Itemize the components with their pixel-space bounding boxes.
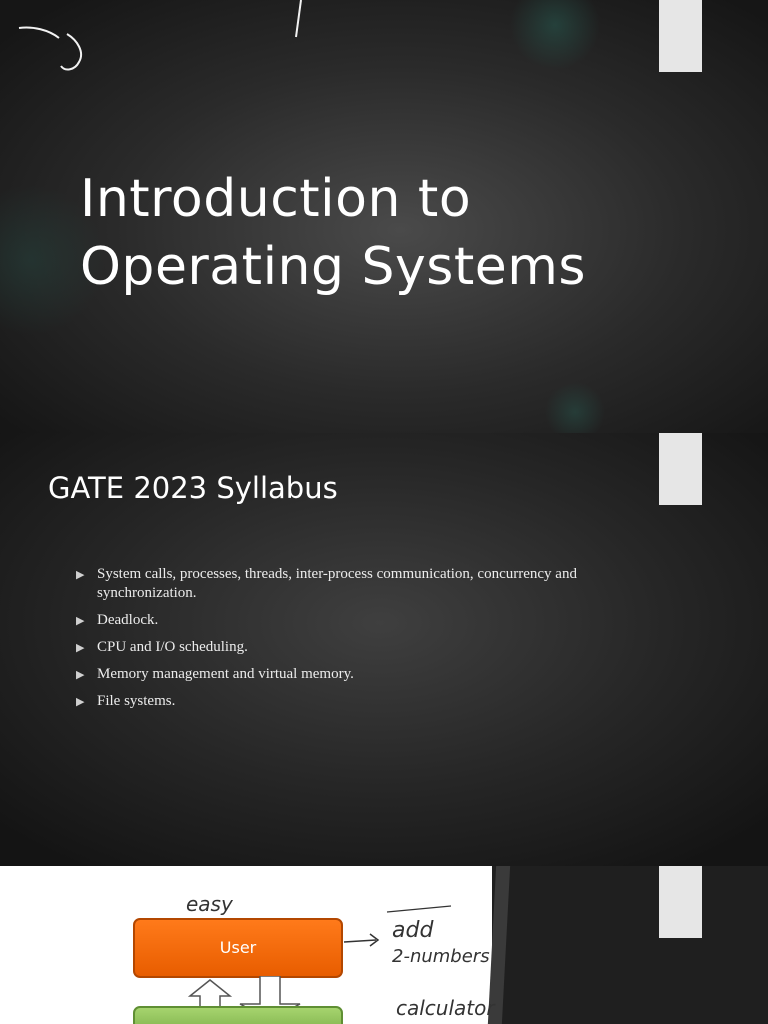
bullet-triangle-icon: ▶ [76,615,85,627]
bullet-text: Memory management and virtual memory. [97,666,354,682]
syllabus-list [76,565,636,719]
green-box [133,1006,343,1024]
user-box [133,918,343,978]
slide-diagram [0,866,768,1024]
bullet-triangle-icon: ▶ [76,669,85,681]
title-line-2: Operating Systems [80,237,587,297]
handwritten-arrow [340,926,390,956]
bullet-triangle-icon: ▶ [76,642,85,654]
slide-tab-marker [659,866,702,938]
list-item [76,611,636,630]
list-item [76,638,636,657]
slide-title [0,0,768,433]
bullet-triangle-icon: ▶ [76,696,85,708]
list-item [76,692,636,711]
title-line-1: Introduction to [80,169,472,229]
slide-tab-marker [659,433,702,505]
handwritten-add: add [392,918,434,943]
handwritten-underline [385,904,455,916]
syllabus-heading: GATE 2023 Syllabus [48,471,338,505]
list-item [76,665,636,684]
handwritten-calculator: calculator [396,996,495,1020]
user-label: User [219,938,257,957]
pen-annotation-scribble [15,0,335,80]
list-item [76,565,636,603]
handwritten-2-numbers: 2-numbers [392,946,490,967]
slide-title-heading [80,165,586,301]
bullet-text: File systems. [97,693,176,709]
bullet-text: Deadlock. [97,612,159,628]
slide-tab-marker [659,0,702,72]
bullet-triangle-icon: ▶ [76,569,85,581]
slide-syllabus [0,433,768,866]
bullet-text: System calls, processes, threads, inter-process communication, concurrency and synchronization. [97,566,577,601]
bullet-text: CPU and I/O scheduling. [97,639,248,655]
handwritten-easy: easy [186,892,233,916]
